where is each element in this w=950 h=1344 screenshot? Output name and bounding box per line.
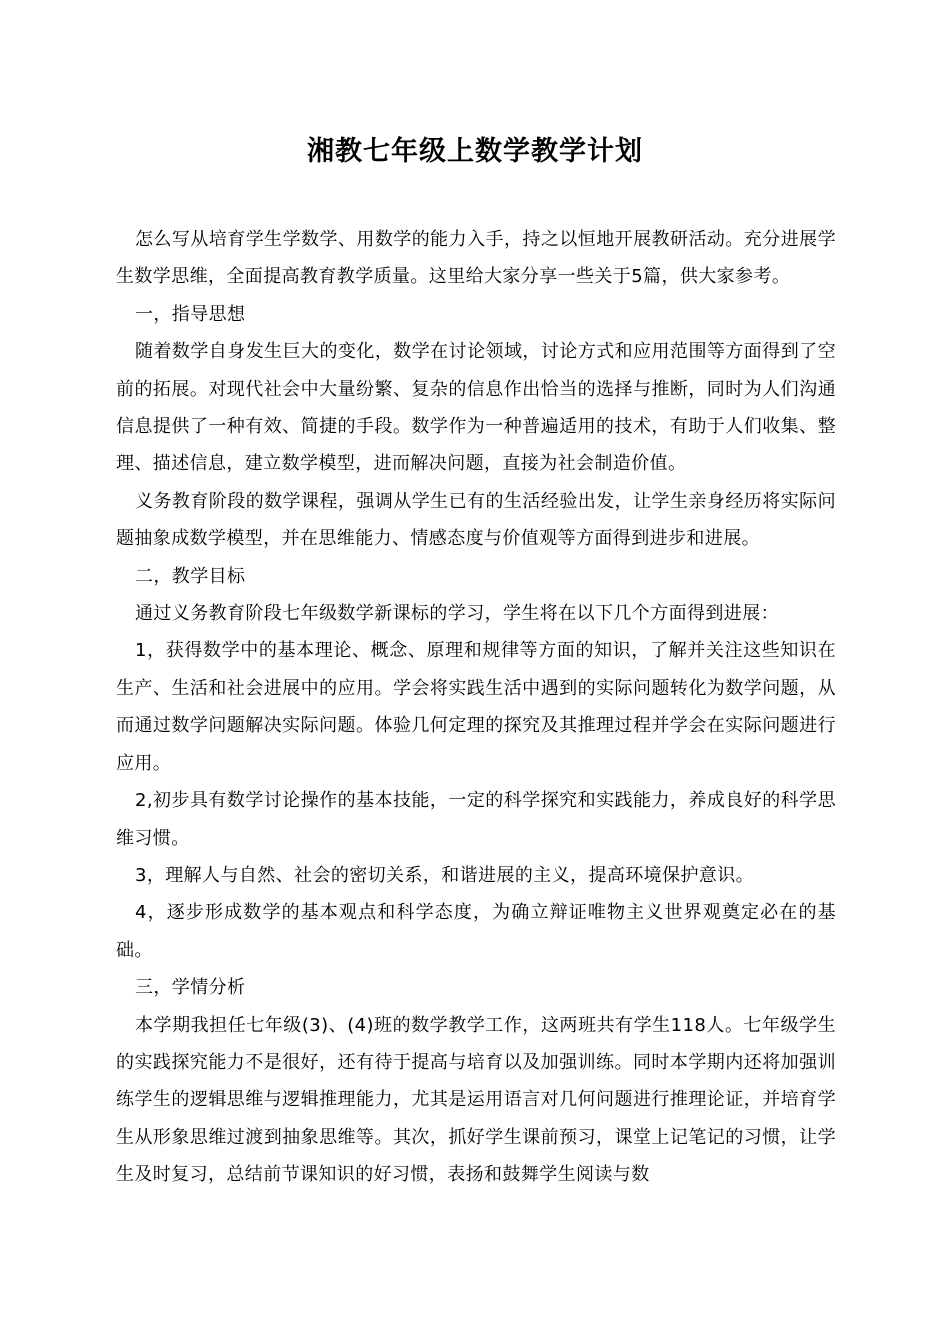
section-heading-student-analysis: 三，学情分析 [135, 977, 246, 999]
intro-paragraph: 怎么写从培育学生学数学、用数学的能力入手，持之以恒地开展教研活动。充分进展学生数学思维，全面提高教育教学质量。这里给大家分享一些关于5篇，供大家参考。 [116, 229, 836, 288]
body-paragraph: 本学期我担任七年级(3)、(4)班的数学教学工作，这两班共有学生118人。七年级学生的实践探究能力不是很好，还有待于提高与培育以及加强训练。同时本学期内还将加强训练学生的逻辑思维与逻辑推理能力，尤其是运用语言对几何问题进行推理论证，并培育学生从形象思维过渡到抽象思维等。其次，抓好学生课前预习，课堂上记笔记的习惯，让学生及时复习，总结前节课知识的好习惯，表扬和鼓舞学生阅读与数 [116, 1014, 836, 1186]
goal-item-4: 4，逐步形成数学的基本观点和科学态度，为确立辩证唯物主义世界观奠定必在的基础。 [116, 902, 836, 961]
goal-item-2: 2,初步具有数学讨论操作的基本技能，一定的科学探究和实践能力，养成良好的科学思维习惯。 [116, 790, 836, 849]
body-paragraph: 义务教育阶段的数学课程，强调从学生已有的生活经验出发，让学生亲身经历将实际问题抽象成数学模型，并在思维能力、情感态度与价值观等方面得到进步和进展。 [116, 490, 836, 550]
body-paragraph: 随着数学自身发生巨大的变化，数学在讨论领域，讨论方式和应用范围等方面得到了空前的拓展。对现代社会中大量纷繁、复杂的信息作出恰当的选择与推断，同时为人们沟通信息提供了一种有效、简捷的手段。数学作为一种普遍适用的技术，有助于人们收集、整理、描述信息，建立数学模型，进而解决问题，直接为社会制造价值。 [116, 341, 836, 475]
goal-item-3: 3，理解人与自然、社会的密切关系，和谐进展的主义，提高环境保护意识。 [135, 864, 755, 886]
document-body [116, 221, 836, 1194]
goal-item-1: 1，获得数学中的基本理论、概念、原理和规律等方面的知识，了解并关注这些知识在生产、生活和社会进展中的应用。学会将实践生活中遇到的实际问题转化为数学问题，从而通过数学问题解决实际问题。体验几何定理的探究及其推理过程并学会在实际问题进行应用。 [116, 640, 836, 774]
section-heading-guiding-ideology: 一，指导思想 [135, 303, 246, 325]
document-title: 湘教七年级上数学教学计划 [307, 136, 643, 167]
body-paragraph: 通过义务教育阶段七年级数学新课标的学习，学生将在以下几个方面得到进展： [135, 603, 779, 625]
section-heading-teaching-goals: 二，教学目标 [135, 565, 246, 587]
